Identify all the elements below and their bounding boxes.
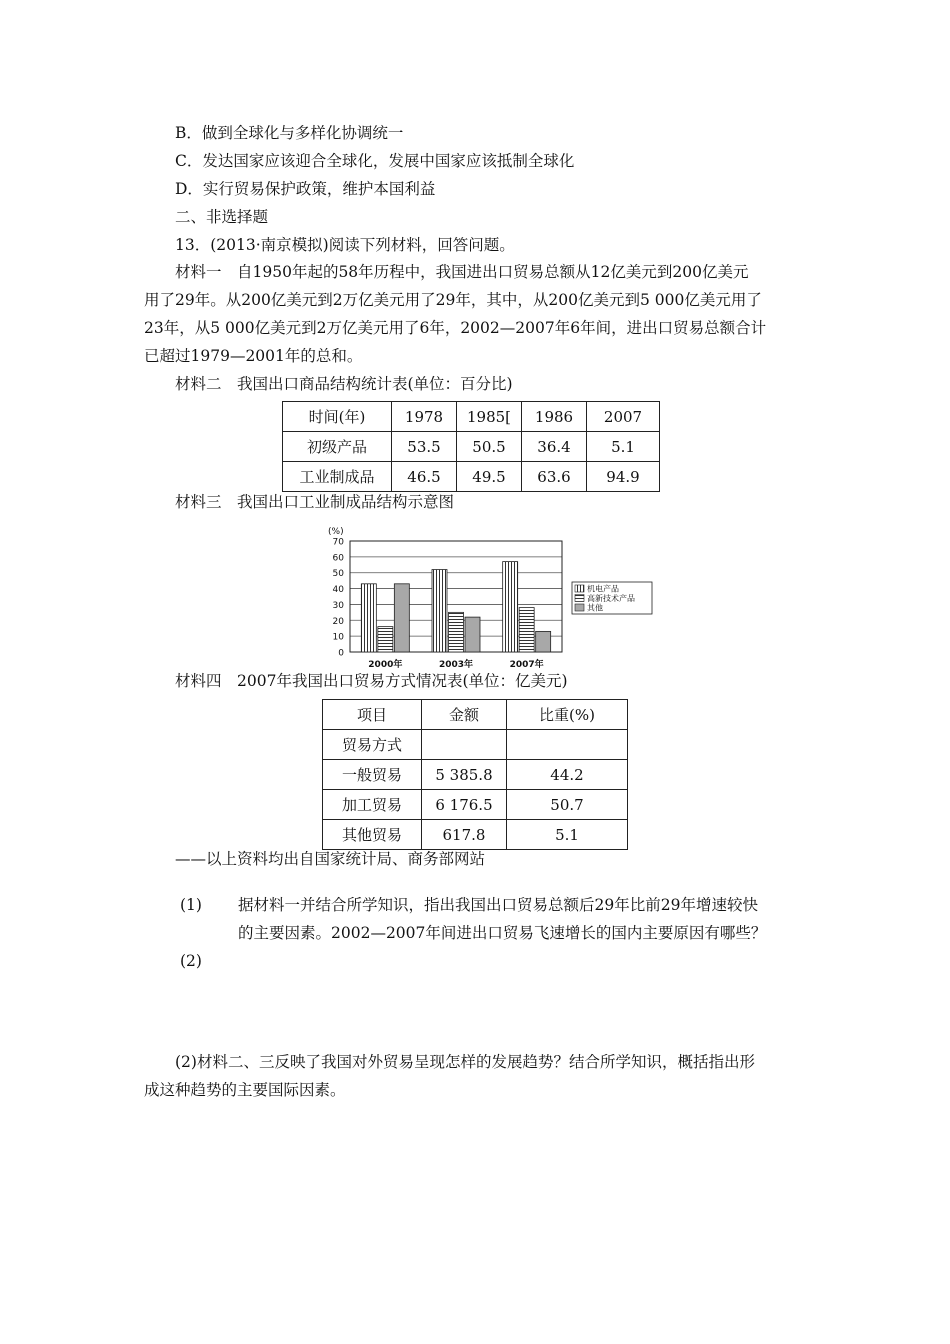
material1-line: 已超过1979—2001年的总和。 xyxy=(144,347,363,365)
material4-title: 材料四 2007年我国出口贸易方式情况表(单位：亿美元) xyxy=(175,672,568,690)
bar-1 xyxy=(449,612,464,652)
bar-1 xyxy=(519,608,534,652)
table-cell: 项目 xyxy=(323,700,422,730)
x-tick-label: 2000年 xyxy=(368,660,403,670)
table-row xyxy=(323,790,628,820)
x-tick-label: 2003年 xyxy=(438,660,474,670)
y-axis-label: (%) xyxy=(328,527,344,537)
legend-swatch xyxy=(575,604,584,611)
table-cell: 617.8 xyxy=(422,820,507,850)
q2-line: 成这种趋势的主要国际因素。 xyxy=(144,1081,346,1099)
y-tick-label: 40 xyxy=(332,585,344,596)
table-cell: 贸易方式 xyxy=(323,730,422,760)
table-cell: 1986 xyxy=(522,402,587,432)
legend-label: 其他 xyxy=(587,603,603,613)
y-tick-label: 60 xyxy=(332,553,344,564)
table-cell: 36.4 xyxy=(522,432,587,462)
table-cell: 50.5 xyxy=(457,432,522,462)
bar-0 xyxy=(361,584,376,652)
material2-title: 材料二 我国出口商品结构统计表(单位：百分比) xyxy=(175,375,513,393)
y-tick-label: 0 xyxy=(338,648,344,659)
option-d: D．实行贸易保护政策，维护本国利益 xyxy=(175,180,436,198)
export-structure-chart xyxy=(318,522,658,672)
legend-label: 高新技术产品 xyxy=(587,594,635,603)
table-cell: 1978 xyxy=(392,402,457,432)
bar-1 xyxy=(378,627,393,652)
table-cell: 50.7 xyxy=(507,790,628,820)
table-cell: 初级产品 xyxy=(283,432,392,462)
table-cell: 其他贸易 xyxy=(323,820,422,850)
table-header-row xyxy=(283,402,660,432)
material3-title: 材料三 我国出口工业制成品结构示意图 xyxy=(175,493,455,511)
table-row xyxy=(283,462,660,492)
q2-number: (2) xyxy=(180,952,202,970)
bar-0 xyxy=(503,562,518,652)
y-tick-label: 30 xyxy=(332,600,344,611)
table-cell: 63.6 xyxy=(522,462,587,492)
y-tick-label: 70 xyxy=(332,537,344,548)
question-13: 13．(2013·南京模拟)阅读下列材料，回答问题。 xyxy=(175,236,515,254)
table-cell: 6 176.5 xyxy=(422,790,507,820)
table-cell: 46.5 xyxy=(392,462,457,492)
q1-number: (1) xyxy=(180,896,202,914)
material4-table xyxy=(322,699,628,850)
table-cell: 工业制成品 xyxy=(283,462,392,492)
table-row xyxy=(323,730,628,760)
table-cell: 比重(%) xyxy=(507,700,628,730)
table-row xyxy=(323,820,628,850)
table-cell: 加工贸易 xyxy=(323,790,422,820)
q1-line: 的主要因素。2002—2007年间进出口贸易飞速增长的国内主要原因有哪些？ xyxy=(238,924,767,942)
table-cell: 44.2 xyxy=(507,760,628,790)
table-cell xyxy=(507,730,628,760)
source-note: ——以上资料均出自国家统计局、商务部网站 xyxy=(175,850,486,868)
table-cell: 94.9 xyxy=(587,462,660,492)
option-c: C．发达国家应该迎合全球化，发展中国家应该抵制全球化 xyxy=(175,152,575,170)
q2-line: (2)材料二、三反映了我国对外贸易呈现怎样的发展趋势？结合所学知识，概括指出形 xyxy=(175,1053,755,1071)
table-cell: 一般贸易 xyxy=(323,760,422,790)
table-cell: 2007 xyxy=(587,402,660,432)
table-cell: 5.1 xyxy=(587,432,660,462)
table-row xyxy=(283,432,660,462)
table-cell: 49.5 xyxy=(457,462,522,492)
legend-swatch xyxy=(575,585,584,592)
table-cell: 1985[ xyxy=(457,402,522,432)
table-row xyxy=(323,760,628,790)
table-cell: 金额 xyxy=(422,700,507,730)
table-cell xyxy=(422,730,507,760)
material1-line: 用了29年。从200亿美元到2万亿美元用了29年，其中，从200亿美元到5 000亿美元用了 xyxy=(144,291,762,309)
y-tick-label: 50 xyxy=(332,569,344,580)
bar-0 xyxy=(432,570,447,652)
material2-table xyxy=(282,401,660,492)
y-tick-label: 20 xyxy=(332,616,344,627)
q1-line: 据材料一并结合所学知识，指出我国出口贸易总额后29年比前29年增速较快 xyxy=(238,896,758,914)
y-tick-label: 10 xyxy=(332,632,344,643)
material1-line: 材料一 自1950年起的58年历程中，我国进出口贸易总额从12亿美元到200亿美元 xyxy=(175,263,749,281)
table-header-row xyxy=(323,700,628,730)
section-title: 二、非选择题 xyxy=(175,208,269,226)
table-cell: 5 385.8 xyxy=(422,760,507,790)
x-tick-label: 2007年 xyxy=(509,660,544,670)
table-cell: 时间(年) xyxy=(283,402,392,432)
bar-2 xyxy=(394,584,409,652)
legend-swatch xyxy=(575,595,584,602)
bar-2 xyxy=(536,631,551,652)
table-cell: 53.5 xyxy=(392,432,457,462)
table-cell: 5.1 xyxy=(507,820,628,850)
option-b: B．做到全球化与多样化协调统一 xyxy=(175,124,404,142)
legend-label: 机电产品 xyxy=(587,584,619,594)
material1-line: 23年，从5 000亿美元到2万亿美元用了6年，2002—2007年6年间，进出口贸易总额合计 xyxy=(144,319,767,337)
bar-2 xyxy=(465,617,480,652)
